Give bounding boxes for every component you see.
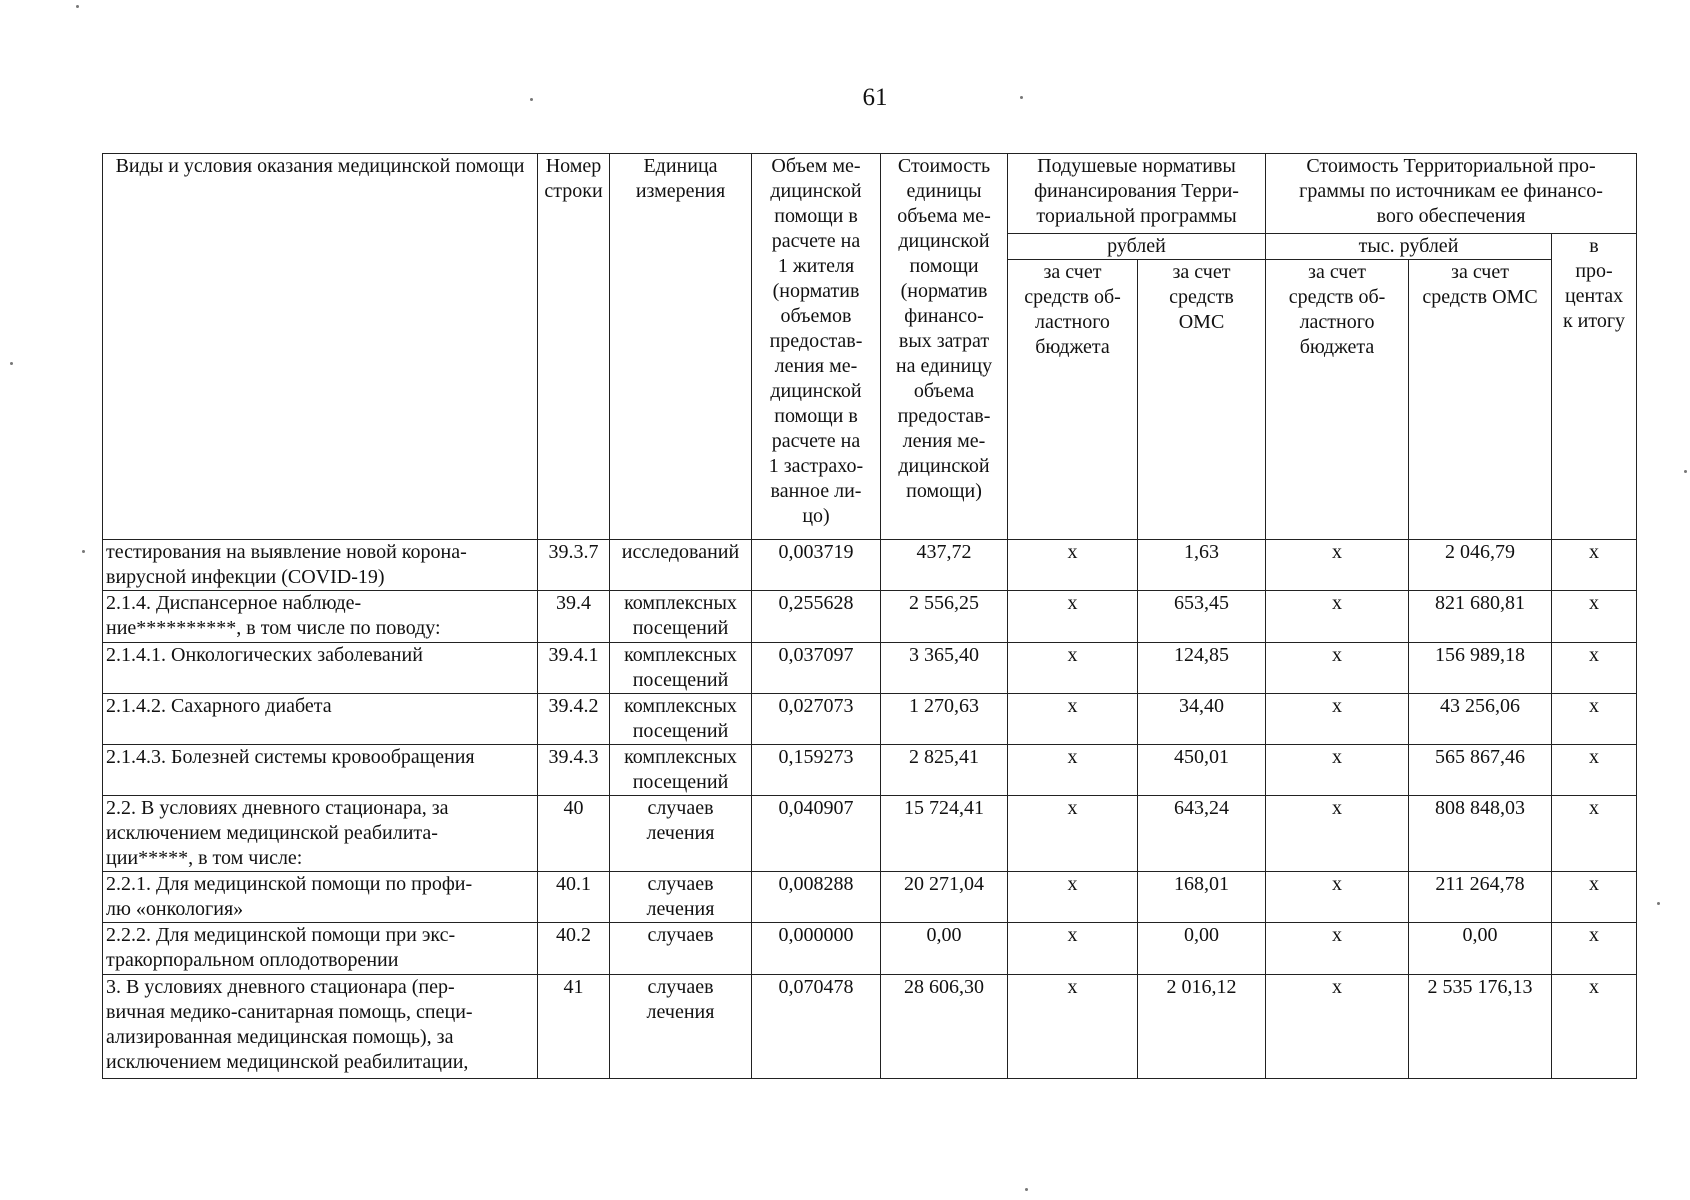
cell-cost-regional: х xyxy=(1266,591,1409,643)
cell-volume: 0,003719 xyxy=(752,540,881,591)
cell-cost-regional: х xyxy=(1266,694,1409,745)
cell-per-capita-regional: х xyxy=(1008,745,1138,796)
cell-volume: 0,159273 xyxy=(752,745,881,796)
cell-unit: комплексных посещений xyxy=(610,745,752,796)
scan-speck xyxy=(76,5,79,8)
cell-percent: х xyxy=(1552,591,1637,643)
header-per-capita-regional-budget: за счет средств об- ластного бюджета xyxy=(1008,260,1138,540)
cell-row-number: 40.1 xyxy=(538,872,610,923)
cell-unit-cost: 28 606,30 xyxy=(881,975,1008,1079)
table-row xyxy=(103,872,1637,923)
cell-per-capita-oms: 653,45 xyxy=(1138,591,1266,643)
cell-volume: 0,255628 xyxy=(752,591,881,643)
scan-speck xyxy=(1657,902,1660,905)
cell-volume: 0,070478 xyxy=(752,975,881,1079)
cell-per-capita-regional: х xyxy=(1008,923,1138,975)
cell-row-number: 40 xyxy=(538,796,610,872)
cell-per-capita-regional: х xyxy=(1008,591,1138,643)
cell-unit: случаев лечения xyxy=(610,975,752,1079)
cell-percent: х xyxy=(1552,975,1637,1079)
cell-row-number: 39.4.2 xyxy=(538,694,610,745)
header-program-cost: Стоимость Территориальной про- граммы по источникам ее финансо- вого обеспечения xyxy=(1266,154,1637,234)
cell-per-capita-regional: х xyxy=(1008,694,1138,745)
cell-care-type: тестирования на выявление новой корона- вирусной инфекции (COVID-19) xyxy=(103,540,538,591)
scan-speck xyxy=(10,362,13,365)
cell-cost-oms: 156 989,18 xyxy=(1409,643,1552,694)
cell-cost-regional: х xyxy=(1266,540,1409,591)
cell-per-capita-oms: 1,63 xyxy=(1138,540,1266,591)
scan-speck xyxy=(1025,1188,1028,1191)
cell-unit: случаев лечения xyxy=(610,796,752,872)
cell-row-number: 39.4 xyxy=(538,591,610,643)
cell-per-capita-oms: 450,01 xyxy=(1138,745,1266,796)
cell-cost-oms: 43 256,06 xyxy=(1409,694,1552,745)
header-per-capita-oms: за счет средств ОМС xyxy=(1138,260,1266,540)
cell-care-type: 2.2.2. Для медицинской помощи при экс- тракорпоральном оплодотворении xyxy=(103,923,538,975)
header-volume: Объем ме- дицинской помощи в расчете на 1 жителя (норматив объемов предостав- ления ме- дицинской помощи в расчете на 1 застрахо- ванное ли- цо) xyxy=(752,154,881,540)
cell-per-capita-regional: х xyxy=(1008,975,1138,1079)
cell-row-number: 41 xyxy=(538,975,610,1079)
cell-per-capita-regional: х xyxy=(1008,872,1138,923)
cell-cost-oms: 0,00 xyxy=(1409,923,1552,975)
table-row xyxy=(103,796,1637,872)
cell-unit-cost: 437,72 xyxy=(881,540,1008,591)
header-unit: Единица измерения xyxy=(610,154,752,540)
header-unit-cost: Стоимость единицы объема ме- дицинской помощи (норматив финансо- вых затрат на единицу объема предостав- ления ме- дицинской помощи) xyxy=(881,154,1008,540)
header-cost-oms: за счет средств ОМС xyxy=(1409,260,1552,540)
cell-cost-regional: х xyxy=(1266,872,1409,923)
table-row xyxy=(103,540,1637,591)
cell-care-type: 2.1.4.2. Сахарного диабета xyxy=(103,694,538,745)
cell-cost-oms: 2 535 176,13 xyxy=(1409,975,1552,1079)
cell-unit-cost: 2 825,41 xyxy=(881,745,1008,796)
table-row xyxy=(103,745,1637,796)
header-row-number: Номер строки xyxy=(538,154,610,540)
cell-cost-oms: 2 046,79 xyxy=(1409,540,1552,591)
cell-cost-regional: х xyxy=(1266,643,1409,694)
cell-percent: х xyxy=(1552,694,1637,745)
cell-care-type: 2.1.4. Диспансерное наблюде- ние**********, в том числе по поводу: xyxy=(103,591,538,643)
cell-unit-cost: 3 365,40 xyxy=(881,643,1008,694)
cell-volume: 0,027073 xyxy=(752,694,881,745)
cell-row-number: 39.4.1 xyxy=(538,643,610,694)
cell-care-type: 2.2. В условиях дневного стационара, за исключением медицинской реабилита- ции*****, в том числе: xyxy=(103,796,538,872)
medical-care-cost-table xyxy=(102,153,1637,1079)
header-type-of-care: Виды и условия оказания медицинской помощи xyxy=(103,154,538,540)
cell-unit-cost: 2 556,25 xyxy=(881,591,1008,643)
cell-row-number: 39.4.3 xyxy=(538,745,610,796)
cell-per-capita-regional: х xyxy=(1008,643,1138,694)
cell-cost-oms: 565 867,46 xyxy=(1409,745,1552,796)
header-row-1 xyxy=(103,154,1637,234)
cell-unit: исследований xyxy=(610,540,752,591)
scan-speck xyxy=(530,98,533,101)
table-row xyxy=(103,923,1637,975)
table-row xyxy=(103,591,1637,643)
header-percent-of-total: в про- центах к итогу xyxy=(1552,234,1637,540)
scan-speck xyxy=(1020,96,1023,99)
cell-cost-regional: х xyxy=(1266,923,1409,975)
cell-unit-cost: 15 724,41 xyxy=(881,796,1008,872)
cell-unit: комплексных посещений xyxy=(610,643,752,694)
cell-cost-regional: х xyxy=(1266,796,1409,872)
cell-per-capita-oms: 643,24 xyxy=(1138,796,1266,872)
cell-per-capita-regional: х xyxy=(1008,540,1138,591)
cell-cost-oms: 211 264,78 xyxy=(1409,872,1552,923)
table-row xyxy=(103,643,1637,694)
cell-care-type: 2.2.1. Для медицинской помощи по профи- лю «онкология» xyxy=(103,872,538,923)
cell-percent: х xyxy=(1552,643,1637,694)
cell-unit: комплексных посещений xyxy=(610,694,752,745)
cell-unit: случаев лечения xyxy=(610,872,752,923)
header-per-capita-norms: Подушевые нормативы финансирования Терри- ториальной программы xyxy=(1008,154,1266,234)
cell-per-capita-oms: 2 016,12 xyxy=(1138,975,1266,1079)
scan-speck xyxy=(82,550,85,553)
cell-volume: 0,008288 xyxy=(752,872,881,923)
cell-volume: 0,040907 xyxy=(752,796,881,872)
cell-row-number: 40.2 xyxy=(538,923,610,975)
cell-volume: 0,000000 xyxy=(752,923,881,975)
table-row xyxy=(103,975,1637,1079)
cell-unit-cost: 1 270,63 xyxy=(881,694,1008,745)
cell-per-capita-oms: 34,40 xyxy=(1138,694,1266,745)
cell-per-capita-oms: 124,85 xyxy=(1138,643,1266,694)
cell-percent: х xyxy=(1552,872,1637,923)
cell-cost-oms: 821 680,81 xyxy=(1409,591,1552,643)
cell-percent: х xyxy=(1552,796,1637,872)
cell-volume: 0,037097 xyxy=(752,643,881,694)
scan-speck xyxy=(1684,470,1687,473)
cell-per-capita-oms: 168,01 xyxy=(1138,872,1266,923)
cell-unit-cost: 20 271,04 xyxy=(881,872,1008,923)
cell-care-type: 2.1.4.3. Болезней системы кровообращения xyxy=(103,745,538,796)
cell-per-capita-oms: 0,00 xyxy=(1138,923,1266,975)
cell-per-capita-regional: х xyxy=(1008,796,1138,872)
cell-unit-cost: 0,00 xyxy=(881,923,1008,975)
header-unit-rubles: рублей xyxy=(1008,234,1266,260)
cell-unit: случаев xyxy=(610,923,752,975)
header-unit-thousand-rubles: тыс. рублей xyxy=(1266,234,1552,260)
header-cost-regional-budget: за счет средств об- ластного бюджета xyxy=(1266,260,1409,540)
cell-cost-oms: 808 848,03 xyxy=(1409,796,1552,872)
page-number: 61 xyxy=(862,84,888,111)
cell-percent: х xyxy=(1552,745,1637,796)
cell-care-type: 3. В условиях дневного стационара (пер- вичная медико-санитарная помощь, специ- ализированная медицинская помощь), за исключением медицинской реабилитации, xyxy=(103,975,538,1079)
cell-unit: комплексных посещений xyxy=(610,591,752,643)
cell-care-type: 2.1.4.1. Онкологических заболеваний xyxy=(103,643,538,694)
cell-row-number: 39.3.7 xyxy=(538,540,610,591)
cell-cost-regional: х xyxy=(1266,975,1409,1079)
cell-cost-regional: х xyxy=(1266,745,1409,796)
cell-percent: х xyxy=(1552,540,1637,591)
cell-percent: х xyxy=(1552,923,1637,975)
table-row xyxy=(103,694,1637,745)
